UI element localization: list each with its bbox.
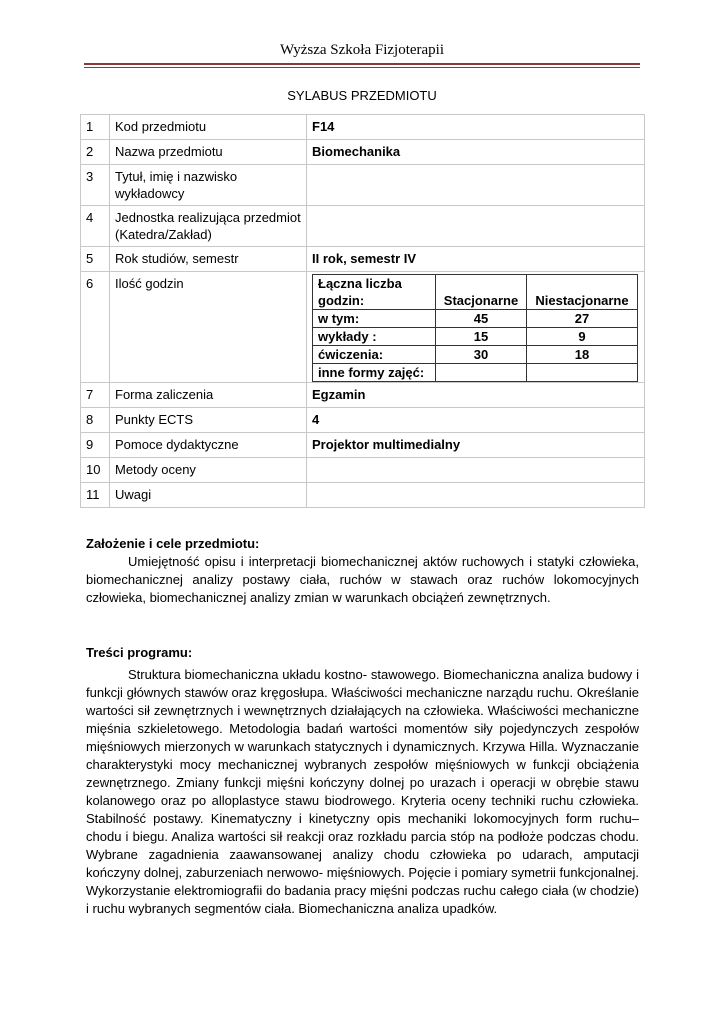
row-label: Rok studiów, semestr xyxy=(110,247,307,272)
table-row xyxy=(81,206,645,247)
program-heading: Treści programu: xyxy=(86,645,193,660)
row-value xyxy=(307,458,645,483)
row-value xyxy=(307,165,645,206)
row-value: Biomechanika xyxy=(307,140,645,165)
row-number: 4 xyxy=(81,206,110,247)
table-row xyxy=(81,483,645,508)
row-label: Kod przedmiotu xyxy=(110,115,307,140)
hours-row-label: w tym: xyxy=(313,310,436,328)
row-label: Punkty ECTS xyxy=(110,408,307,433)
row-value: II rok, semestr IV xyxy=(307,247,645,272)
header-title: Wyższa Szkoła Fizjoterapii xyxy=(279,42,445,58)
hours-stationary-value: 45 xyxy=(436,310,527,328)
syllabus-table xyxy=(80,114,645,508)
hours-table xyxy=(312,274,638,382)
hours-cell xyxy=(307,272,645,383)
row-label: Metody oceny xyxy=(110,458,307,483)
table-row xyxy=(81,115,645,140)
table-row xyxy=(81,433,645,458)
row-number: 8 xyxy=(81,408,110,433)
row-value: Projektor multimedialny xyxy=(307,433,645,458)
hours-part-time-value: 18 xyxy=(526,346,637,364)
goals-section xyxy=(86,535,639,607)
row-number: 11 xyxy=(81,483,110,508)
row-value xyxy=(307,206,645,247)
hours-row-label: inne formy zajęć: xyxy=(313,364,436,382)
row-label: Ilość godzin xyxy=(110,272,307,383)
hours-row xyxy=(313,364,638,382)
row-label: Pomoce dydaktyczne xyxy=(110,433,307,458)
row-label: Forma zaliczenia xyxy=(110,383,307,408)
row-number: 3 xyxy=(81,165,110,206)
document-title: SYLABUS PRZEDMIOTU xyxy=(287,88,437,103)
row-number: 9 xyxy=(81,433,110,458)
hours-part-time-value xyxy=(526,364,637,382)
program-text: Struktura biomechaniczna układu kostno- stawowego. Biomechaniczna analiza budowy i funkcji głównych stawów oraz kręgosłupa. Właściwości mechaniczne narządu ruchu. Określanie wartości sił zewnętrznych i wewnętrznych działających na człowieka. Właściwości mechaniczne mięśnia szkieletowego. Metodologia badań wartości momentów siły pojedynczych zespołów mięśniowych mierzonych w warunkach statycznych i dynamicznych. Krzywa Hilla. Wyznaczanie charakterystyki mocy mechanicznej wybranych zespołów mięśniowych w funkcji obciążenia zewnętrznego. Zmiany funkcji mięśni kończyny dolnej po urazach i operacji w obrębie stawu kolanowego oraz po alloplastyce stawu biodrowego. Kryteria oceny techniki ruchu człowieka. Stabilność postawy. Kinematyczny i kinetyczny opis mechaniki lokomocyjnych form ruchu– chodu i biegu. Analiza wartości sił reakcji oraz rozkładu parcia stóp na podłoże podczas chodu. Wybrane zagadnienia zaawansowanej analizy chodu człowieka po udarach, amputacji kończyny dolnej, zaburzeniach nerwowo- mięśniowych. Pojęcie i pomiary symetrii funkcjonalnej. Wykorzystanie elektromiografii do badania pracy mięśni podczas ruchu całego ciała (w chodzie) i ruchu wybranych segmentów ciała. Biomechaniczna analiza upadków. xyxy=(86,667,639,916)
row-label: Nazwa przedmiotu xyxy=(110,140,307,165)
table-row xyxy=(81,272,645,383)
row-number: 5 xyxy=(81,247,110,272)
hours-row xyxy=(313,328,638,346)
row-value xyxy=(307,483,645,508)
hours-header-total: Łączna liczba godzin: xyxy=(313,275,436,310)
hours-header-stationary: Stacjonarne xyxy=(436,275,527,310)
table-row xyxy=(81,140,645,165)
hours-part-time-value: 27 xyxy=(526,310,637,328)
hours-row-label: ćwiczenia: xyxy=(313,346,436,364)
table-row xyxy=(81,165,645,206)
row-value: F14 xyxy=(307,115,645,140)
row-number: 1 xyxy=(81,115,110,140)
goals-text: Umiejętność opisu i interpretacji biomechanicznej aktów ruchowych i statyki człowieka, biomechanicznej analizy postawy ciała, ruchów w stawach oraz ruchów lokomocyjnych człowieka, biomechanicznej analizy zmian w warunkach obciążeń zewnętrznych. xyxy=(86,554,639,605)
row-number: 2 xyxy=(81,140,110,165)
goals-heading: Założenie i cele przedmiotu: xyxy=(86,536,260,551)
row-label: Jednostka realizująca przedmiot (Katedra/Zakład) xyxy=(110,206,307,247)
hours-row-label: wykłady : xyxy=(313,328,436,346)
row-number: 10 xyxy=(81,458,110,483)
hours-stationary-value: 15 xyxy=(436,328,527,346)
program-section xyxy=(86,644,639,918)
hours-part-time-value: 9 xyxy=(526,328,637,346)
hours-row xyxy=(313,310,638,328)
header-divider xyxy=(84,63,640,68)
row-label: Tytuł, imię i nazwisko wykładowcy xyxy=(110,165,307,206)
row-number: 6 xyxy=(81,272,110,383)
table-row xyxy=(81,458,645,483)
table-row xyxy=(81,383,645,408)
row-number: 7 xyxy=(81,383,110,408)
table-row xyxy=(81,408,645,433)
row-value: 4 xyxy=(307,408,645,433)
row-value: Egzamin xyxy=(307,383,645,408)
hours-stationary-value: 30 xyxy=(436,346,527,364)
hours-header-row xyxy=(313,275,638,310)
hours-stationary-value xyxy=(436,364,527,382)
hours-header-part-time: Niestacjonarne xyxy=(526,275,637,310)
row-label: Uwagi xyxy=(110,483,307,508)
hours-row xyxy=(313,346,638,364)
table-row xyxy=(81,247,645,272)
